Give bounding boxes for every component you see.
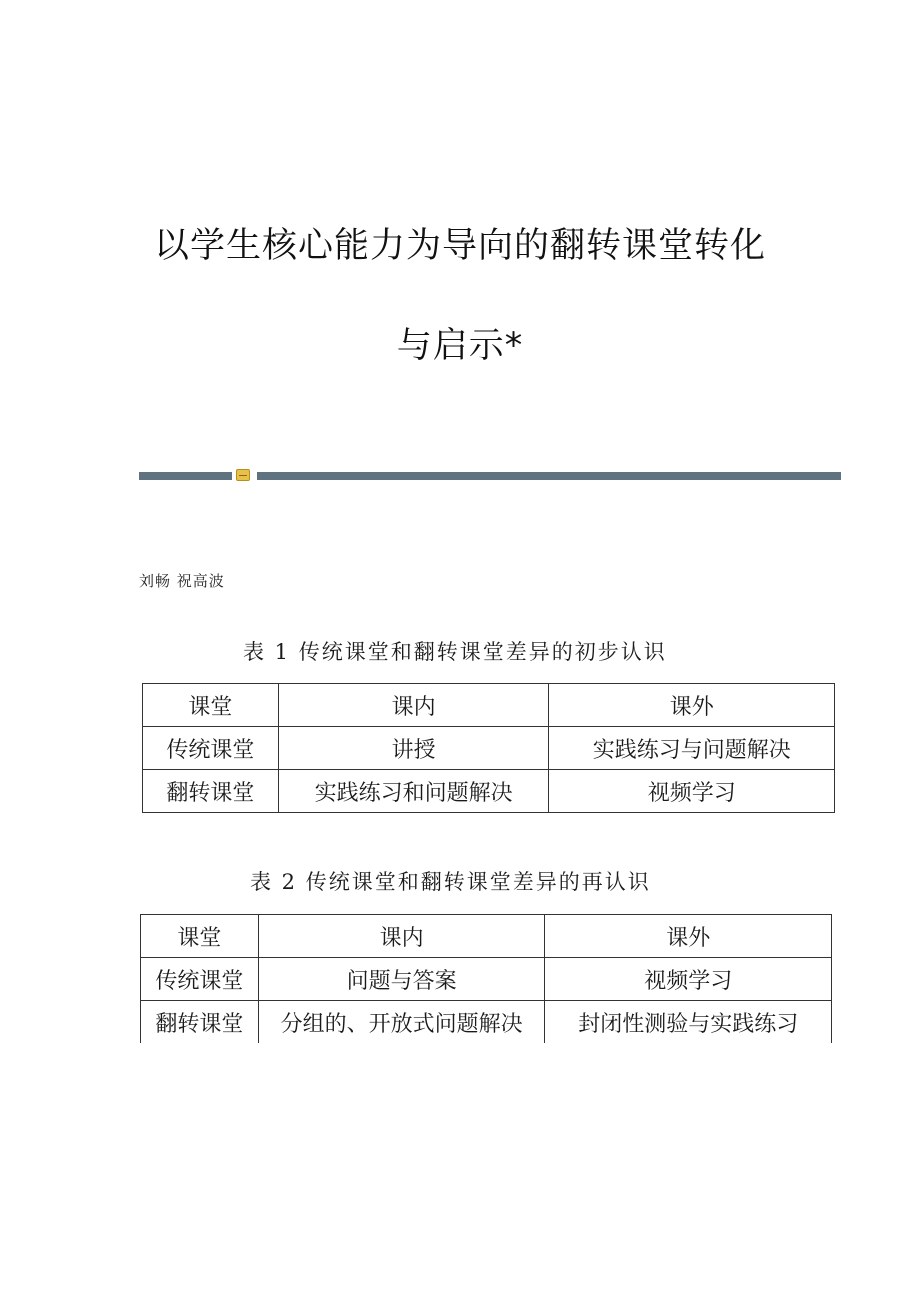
table-row — [141, 958, 832, 1001]
table-cell: 分组的、开放式问题解决 — [258, 1001, 545, 1044]
table-cell: 问题与答案 — [258, 958, 545, 1001]
title-line-2: 与启示* — [396, 326, 524, 366]
table1-caption: 表 1 传统课堂和翻转课堂差异的初步认识 — [243, 640, 667, 664]
divider-marker-icon — [236, 469, 250, 481]
table-cell: 实践练习与问题解决 — [549, 727, 835, 770]
table-row — [143, 770, 835, 813]
table2 — [140, 914, 832, 1043]
divider-bar-left — [139, 472, 232, 480]
table-header-cell: 课堂 — [143, 684, 279, 727]
table1 — [142, 683, 835, 813]
table-header-cell: 课外 — [549, 684, 835, 727]
table-cell: 翻转课堂 — [143, 770, 279, 813]
table-row — [141, 915, 832, 958]
table-row — [143, 684, 835, 727]
table-cell: 讲授 — [278, 727, 549, 770]
table-cell: 翻转课堂 — [141, 1001, 259, 1044]
table-cell: 封闭性测验与实践练习 — [545, 1001, 832, 1044]
table2-caption: 表 2 传统课堂和翻转课堂差异的再认识 — [250, 870, 651, 894]
table-cell: 传统课堂 — [143, 727, 279, 770]
table-cell: 传统课堂 — [141, 958, 259, 1001]
table-cell: 实践练习和问题解决 — [278, 770, 549, 813]
divider-bar-right — [257, 472, 841, 480]
table-cell: 视频学习 — [545, 958, 832, 1001]
table-header-cell: 课内 — [278, 684, 549, 727]
title-line-1: 以学生核心能力为导向的翻转课堂转化 — [153, 226, 766, 266]
table-header-cell: 课外 — [545, 915, 832, 958]
table-row — [143, 727, 835, 770]
table-row — [141, 1001, 832, 1044]
table-header-cell: 课内 — [258, 915, 545, 958]
table-header-cell: 课堂 — [141, 915, 259, 958]
table-cell: 视频学习 — [549, 770, 835, 813]
authors: 刘畅 祝高波 — [139, 572, 225, 590]
